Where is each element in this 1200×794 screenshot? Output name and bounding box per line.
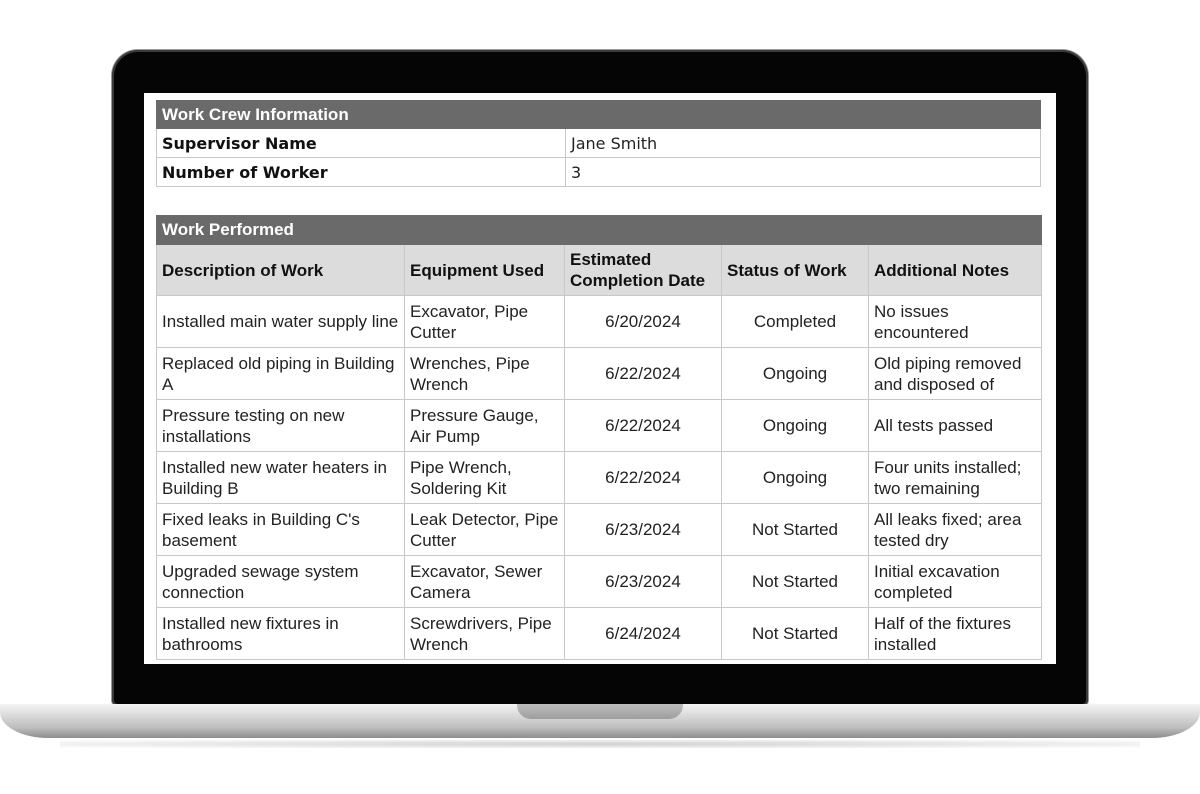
laptop-shadow [60, 740, 1140, 748]
table-row [157, 556, 1042, 608]
cell-notes: Old piping removed and disposed of [869, 348, 1042, 400]
cell-equipment: Screwdrivers, Pipe Wrench [405, 608, 565, 660]
supervisor-name-label: Supervisor Name [157, 129, 566, 158]
laptop-screen [144, 93, 1056, 664]
work-section-title: Work Performed [157, 216, 1042, 245]
worker-count-label: Number of Worker [157, 158, 566, 187]
work-performed-table [156, 215, 1042, 660]
cell-date: 6/23/2024 [565, 504, 722, 556]
table-row [157, 158, 1041, 187]
cell-description: Installed main water supply line [157, 296, 405, 348]
table-row [157, 296, 1042, 348]
cell-status: Ongoing [722, 400, 869, 452]
cell-description: Installed new water heaters in Building B [157, 452, 405, 504]
cell-description: Fixed leaks in Building C's basement [157, 504, 405, 556]
work-rows [157, 296, 1042, 660]
cell-equipment: Leak Detector, Pipe Cutter [405, 504, 565, 556]
table-row [157, 400, 1042, 452]
column-header-date: Estimated Completion Date [565, 245, 722, 296]
cell-equipment: Excavator, Sewer Camera [405, 556, 565, 608]
cell-notes: All leaks fixed; area tested dry [869, 504, 1042, 556]
supervisor-name-value: Jane Smith [566, 129, 1041, 158]
crew-info-table [156, 100, 1041, 187]
crew-section-title: Work Crew Information [157, 101, 1041, 129]
cell-description: Replaced old piping in Building A [157, 348, 405, 400]
cell-status: Completed [722, 296, 869, 348]
cell-description: Pressure testing on new installations [157, 400, 405, 452]
cell-date: 6/23/2024 [565, 556, 722, 608]
cell-description: Installed new fixtures in bathrooms [157, 608, 405, 660]
column-header-equipment: Equipment Used [405, 245, 565, 296]
table-row [157, 608, 1042, 660]
table-row [157, 504, 1042, 556]
column-header-notes: Additional Notes [869, 245, 1042, 296]
column-header-description: Description of Work [157, 245, 405, 296]
column-header-status: Status of Work [722, 245, 869, 296]
cell-date: 6/20/2024 [565, 296, 722, 348]
cell-status: Ongoing [722, 452, 869, 504]
cell-description: Upgraded sewage system connection [157, 556, 405, 608]
laptop-hinge-notch [517, 704, 683, 719]
cell-equipment: Pressure Gauge, Air Pump [405, 400, 565, 452]
cell-equipment: Pipe Wrench, Soldering Kit [405, 452, 565, 504]
cell-equipment: Excavator, Pipe Cutter [405, 296, 565, 348]
cell-date: 6/22/2024 [565, 400, 722, 452]
table-row [157, 452, 1042, 504]
table-row [157, 129, 1041, 158]
cell-status: Not Started [722, 608, 869, 660]
cell-status: Not Started [722, 556, 869, 608]
table-row [157, 348, 1042, 400]
cell-date: 6/24/2024 [565, 608, 722, 660]
column-header-row [157, 245, 1042, 296]
cell-notes: Four units installed; two remaining [869, 452, 1042, 504]
cell-notes: Half of the fixtures installed [869, 608, 1042, 660]
cell-date: 6/22/2024 [565, 452, 722, 504]
cell-date: 6/22/2024 [565, 348, 722, 400]
cell-notes: No issues encountered [869, 296, 1042, 348]
cell-notes: Initial excavation completed [869, 556, 1042, 608]
cell-status: Not Started [722, 504, 869, 556]
cell-equipment: Wrenches, Pipe Wrench [405, 348, 565, 400]
cell-notes: All tests passed [869, 400, 1042, 452]
worker-count-value: 3 [566, 158, 1041, 187]
cell-status: Ongoing [722, 348, 869, 400]
